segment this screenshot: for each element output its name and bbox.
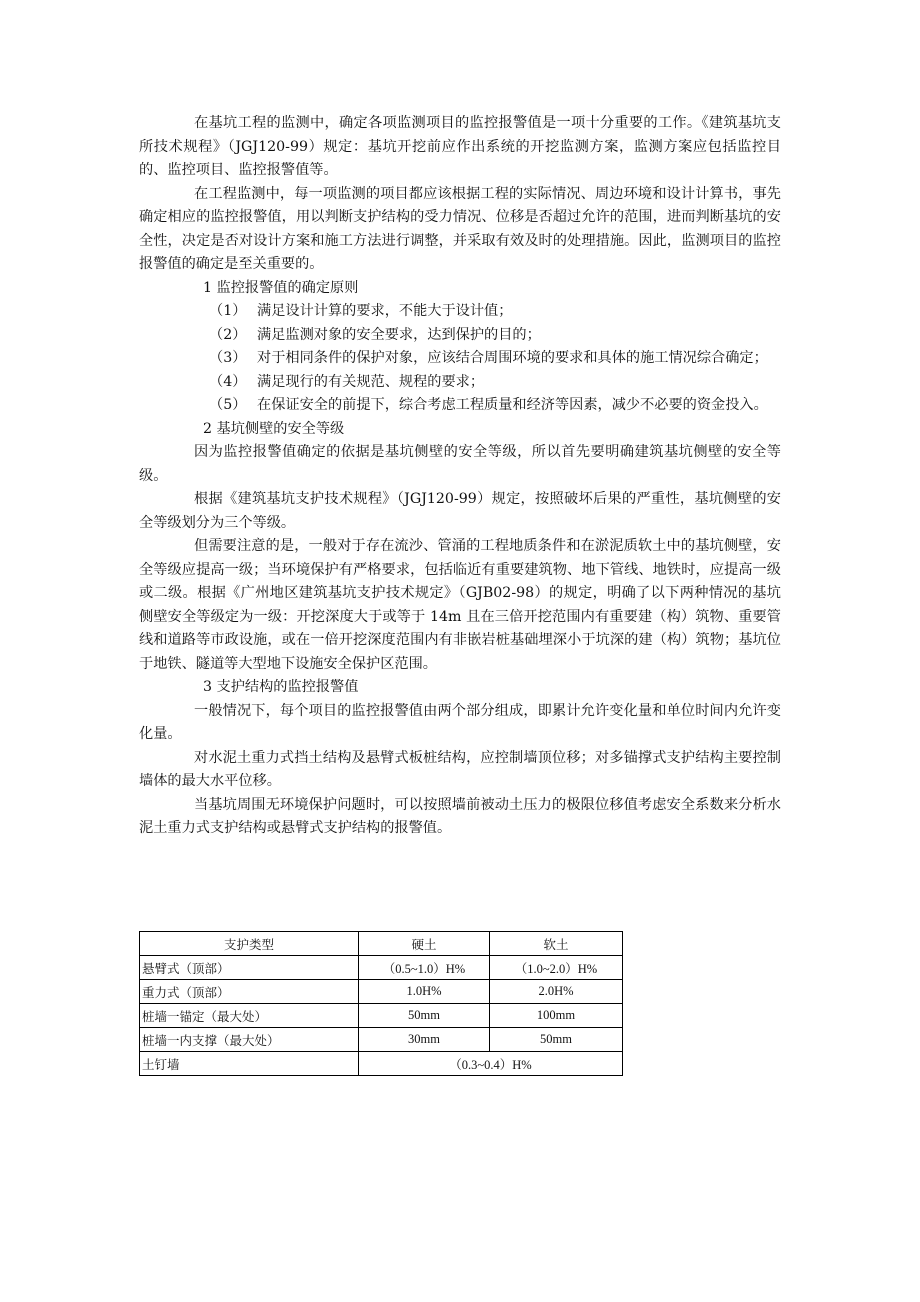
document-body — [139, 112, 781, 841]
section-3-paragraph-3: 当基坑周围无环境保护问题时，可以按照墙前被动土压力的极限位移值考虑安全系数来分析水泥土重力式支护结构或悬臂式支护结构的报警值。 — [139, 796, 781, 836]
section-3-heading: 3 支护结构的监控报警值 — [203, 679, 359, 695]
section-3-paragraph-1: 一般情况下，每个项目的监控报警值由两个部分组成，即累计允许变化量和单位时间内允许变化量。 — [139, 702, 781, 742]
principle-item-4 — [139, 371, 781, 395]
header-cell: 支护类型 — [140, 932, 359, 956]
section-1-heading: 1 监控报警值的确定原则 — [203, 279, 359, 296]
table-cell: 2.0H% — [490, 980, 623, 1004]
table-cell: 50mm — [359, 1004, 490, 1028]
table-cell: 悬臂式（顶部） — [140, 956, 359, 980]
table-merged-cell: （0.3~0.4）H% — [359, 1052, 623, 1076]
table-row — [140, 1004, 623, 1028]
table-row — [140, 980, 623, 1004]
table-cell: 土钉墙 — [140, 1052, 359, 1076]
table-cell: 1.0H% — [359, 980, 490, 1004]
table-cell: 30mm — [359, 1028, 490, 1052]
table-cell: 桩墙一内支撑（最大处） — [140, 1028, 359, 1052]
table-row — [140, 956, 623, 980]
item-number: （2） — [209, 326, 247, 343]
table-cell: 100mm — [490, 1004, 623, 1028]
table-cell: 50mm — [490, 1028, 623, 1052]
table-header-row — [140, 932, 623, 956]
principle-item-3 — [139, 347, 781, 371]
header-cell: 硬土 — [359, 932, 490, 956]
item-text: 满足设计计算的要求，不能大于设计值； — [257, 303, 513, 319]
principle-item-5 — [139, 394, 781, 418]
item-text: 满足现行的有关规范、规程的要求； — [257, 373, 485, 390]
item-number: （1） — [209, 303, 247, 319]
table-cell: （0.5~1.0）H% — [359, 956, 490, 980]
item-text: 满足监测对象的安全要求，达到保护的目的； — [257, 326, 541, 343]
section-2-heading: 2 基坑侧壁的安全等级 — [203, 420, 345, 437]
item-text: 在保证安全的前提下，综合考虑工程质量和经济等因素，减少不必要的资金投入。 — [257, 397, 768, 413]
table-row — [140, 1052, 623, 1076]
item-number: （5） — [209, 397, 247, 413]
item-number: （3） — [209, 350, 247, 366]
section-2-paragraph-3: 但需要注意的是，一般对于存在流沙、管涌的工程地质条件和在淤泥质软土中的基坑侧壁，安全等级应提高一级；当环境保护有严格要求，包括临近有重要建筑物、地下管线、地铁时，应提高一级或二级。根据《广州地区建筑基坑支护技术规定》（GJB02-98）的规定，明确了以下两种情况的基坑侧壁安全等级定为一级：开挖深度大于或等于 14m 且在三倍开挖范围内有重要建（构）筑物、重要管线和道路等市政设施，或在一倍开挖深度范围内有非嵌岩桩基础埋深小于坑深的建（构）筑物；基坑位于地铁、隧道等大型地下设施安全保护区范围。 — [139, 538, 781, 672]
table-cell: 重力式（顶部） — [140, 980, 359, 1004]
intro-paragraph-1: 在基坑工程的监测中，确定各项监测项目的监控报警值是一项十分重要的工作。《建筑基坑支所技术规程》（JGJ120-99）规定：基坑开挖前应作出系统的开挖监测方案，监测方案应包括监控目的、监控项目、监控报警值等。 — [139, 115, 781, 178]
section-2-paragraph-1: 因为监控报警值确定的依据是基坑侧壁的安全等级，所以首先要明确建筑基坑侧壁的安全等级。 — [139, 444, 781, 484]
item-text: 对于相同条件的保护对象，应该结合周围环境的要求和具体的施工情况综合确定； — [257, 350, 768, 366]
section-2-paragraph-2: 根据《建筑基坑支护技术规程》（JGJ120-99）规定，按照破坏后果的严重性，基坑侧壁的安全等级划分为三个等级。 — [139, 491, 781, 531]
alarm-value-table — [139, 931, 623, 1076]
table-row — [140, 1028, 623, 1052]
table-cell: 桩墙一锚定（最大处） — [140, 1004, 359, 1028]
table-cell: （1.0~2.0）H% — [490, 956, 623, 980]
intro-paragraph-2: 在工程监测中，每一项监测的项目都应该根据工程的实际情况、周边环境和设计计算书，事先确定相应的监控报警值，用以判断支护结构的受力情况、位移是否超过允许的范围，进而判断基坑的安全性，决定是否对设计方案和施工方法进行调整，并采取有效及时的处理措施。因此，监测项目的监控报警值的确定是至关重要的。 — [139, 185, 781, 272]
section-3-paragraph-2: 对水泥土重力式挡土结构及悬臂式板桩结构，应控制墙顶位移；对多锚撑式支护结构主要控制墙体的最大水平位移。 — [139, 749, 781, 789]
principle-item-1 — [139, 300, 781, 324]
header-cell: 软土 — [490, 932, 623, 956]
item-number: （4） — [209, 373, 247, 390]
principle-item-2 — [139, 324, 781, 348]
